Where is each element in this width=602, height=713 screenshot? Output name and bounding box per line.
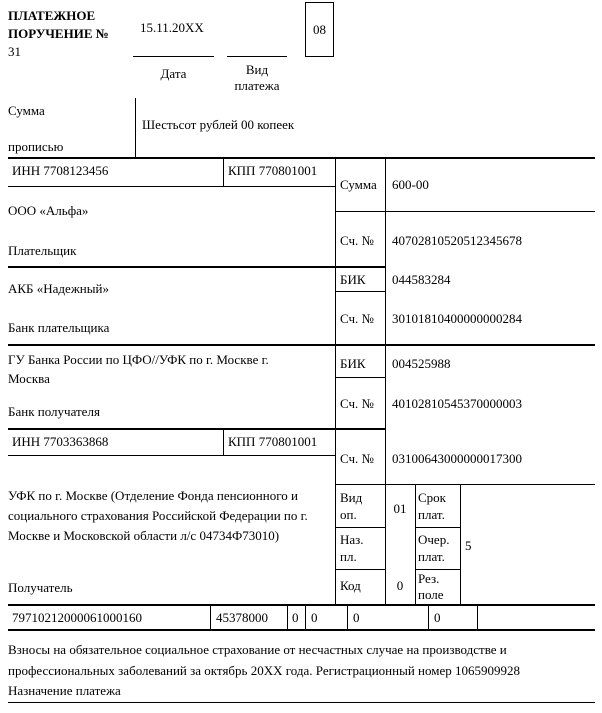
- amount-label: Сумма: [340, 177, 377, 192]
- divider-payee-inn-kpp: [223, 429, 224, 455]
- payee-label: Получатель: [8, 580, 73, 595]
- payee-kpp: КПП 770801001: [228, 434, 318, 449]
- doc-date-value: 0: [434, 610, 441, 625]
- form-code-value: 08: [313, 21, 326, 37]
- payee-account-label: Сч. №: [340, 451, 374, 466]
- basis-value: 0: [292, 610, 299, 625]
- divider-budget-3: [305, 604, 306, 630]
- due-date-label: Срок плат.: [418, 490, 446, 522]
- payer-bank-account-label: Сч. №: [340, 311, 374, 326]
- border-payer-bottom: [8, 266, 385, 268]
- form-title-line1: ПЛАТЕЖНОЕ: [8, 8, 96, 23]
- amount-words-label-line1: Сумма: [8, 103, 45, 118]
- payee-inn: ИНН 7703363868: [12, 434, 109, 449]
- payer-account-label: Сч. №: [340, 233, 374, 248]
- amount-words-label-line2: прописью: [8, 139, 64, 154]
- code-label: Код: [340, 578, 361, 593]
- doc-number: 31: [8, 44, 21, 59]
- payer-bank-name: АКБ «Надежный»: [8, 281, 109, 296]
- payer-bank-bik-value: 044583284: [392, 272, 451, 287]
- border-bik2-label-bottom: [335, 377, 385, 378]
- form-code-box: [305, 2, 334, 57]
- border-payer-inn-bottom: [8, 186, 335, 187]
- payer-bank-label: Банк плательщика: [8, 320, 110, 335]
- purpose-code-label: Наз. пл.: [340, 532, 364, 564]
- payer-kpp: КПП 770801001: [228, 163, 318, 178]
- code-value: 0: [396, 578, 404, 593]
- border-payee-bank-bottom: [8, 428, 385, 430]
- payer-account-value: 40702810520512345678: [392, 233, 522, 248]
- payee-bank-bik-value: 004525988: [392, 356, 451, 371]
- divider-payer-inn-kpp: [223, 157, 224, 186]
- payee-bank-account-value: 40102810545370000003: [392, 396, 522, 411]
- oktmo-value: 45378000: [216, 610, 268, 625]
- border-purpose-bottom: [8, 702, 595, 703]
- payer-name: ООО «Альфа»: [8, 203, 89, 218]
- border-payee-section-bottom: [8, 604, 595, 606]
- payee-bank-bik-label: БИК: [340, 356, 366, 371]
- date-underline: [133, 56, 214, 57]
- payee-bank-label: Банк получателя: [8, 404, 100, 419]
- form-title-line2: ПОРУЧЕНИЕ №: [8, 26, 109, 41]
- border-amount-bottom: [335, 211, 595, 212]
- priority-value: 5: [465, 538, 472, 553]
- divider-budget-4: [347, 604, 348, 630]
- purpose-text: Взносы на обязательное социальное страхование от несчастных случае на производстве и профессиональных заболеваний за октябрь 20XX года. Регистрационный номер 1065909928: [8, 642, 520, 678]
- payment-type-underline: [227, 56, 287, 57]
- payer-bank-bik-label: БИК: [340, 272, 366, 287]
- payer-label: Плательщик: [8, 243, 77, 258]
- divider-duedate-value: [460, 484, 461, 605]
- payee-account-value: 03100643000000017300: [392, 451, 522, 466]
- border-duedate-label-bottom: [415, 527, 460, 528]
- divider-optype-value: [415, 484, 416, 605]
- border-table-top: [8, 157, 595, 159]
- payer-bank-account-value: 30101810400000000284: [392, 311, 522, 326]
- border-purposecode-label-bottom: [335, 569, 385, 570]
- payment-type-label: Вид платежа: [234, 62, 280, 93]
- op-type-label: Вид оп.: [340, 490, 363, 522]
- purpose-label: Назначение платежа: [8, 683, 121, 698]
- amount-value: 600-00: [392, 177, 429, 192]
- amount-words-divider: [135, 98, 136, 158]
- payee-bank-name: ГУ Банка России по ЦФО//УФК по г. Москве г. Москва: [8, 352, 269, 386]
- priority-label: Очер. плат.: [418, 532, 450, 564]
- border-bik1-label-bottom: [335, 291, 385, 292]
- date-value: 15.11.20XX: [140, 20, 204, 35]
- border-optype-label-bottom: [335, 527, 385, 528]
- divider-budget-6: [477, 604, 478, 630]
- date-label: Дата: [160, 66, 187, 81]
- amount-words-value: Шестьсот рублей 00 копеек: [142, 117, 295, 132]
- border-payee-inn-bottom: [8, 455, 335, 456]
- doc-number-value: 0: [353, 610, 360, 625]
- payee-bank-account-label: Сч. №: [340, 396, 374, 411]
- op-type-value: 01: [393, 501, 407, 516]
- divider-budget-1: [210, 604, 211, 630]
- reserve-field-label: Рез. поле: [418, 571, 444, 602]
- payer-inn: ИНН 7708123456: [12, 163, 109, 178]
- border-budget-row-bottom: [8, 629, 595, 631]
- border-payee-account-bottom: [335, 484, 595, 485]
- kbk-value: 79710212000061000160: [12, 610, 142, 625]
- period-value: 0: [311, 610, 318, 625]
- border-priority-label-bottom: [415, 569, 460, 570]
- divider-budget-5: [428, 604, 429, 630]
- divider-label-value: [385, 157, 386, 606]
- payee-name: УФК по г. Москве (Отделение Фонда пенсионного и социального страхования Российской Федерации по г. Москве и Московской области л/с 04734Ф73010): [8, 488, 308, 543]
- divider-budget-2: [287, 604, 288, 630]
- border-payer-bank-bottom: [8, 344, 595, 346]
